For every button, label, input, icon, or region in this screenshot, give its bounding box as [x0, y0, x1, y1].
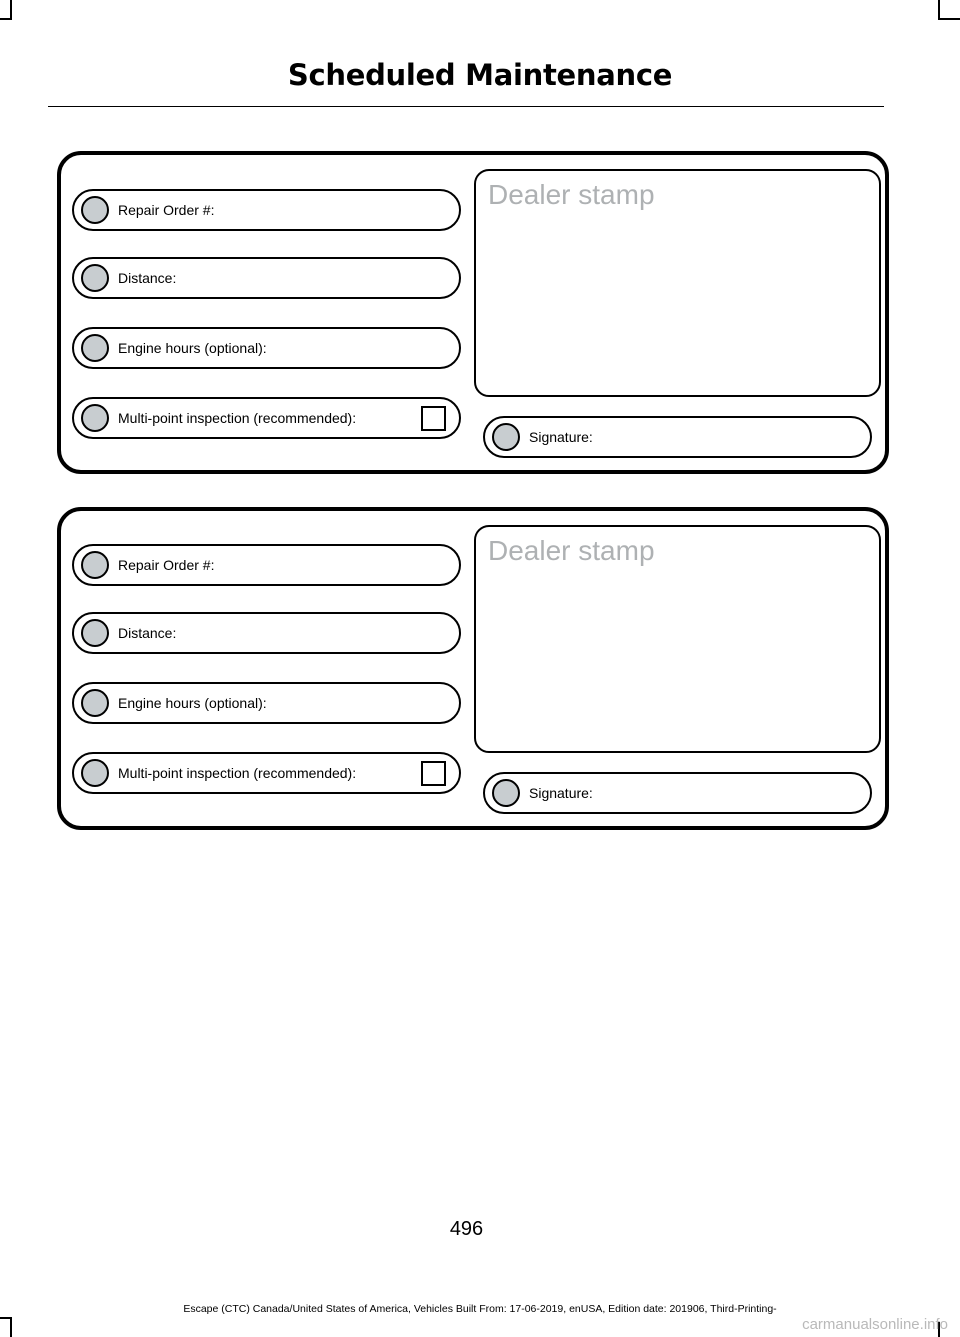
distance-field[interactable] — [72, 612, 461, 654]
repair-order-field[interactable] — [72, 544, 461, 586]
dealer-stamp-label: Dealer stamp — [488, 535, 655, 566]
signature-label: Signature: — [529, 785, 593, 801]
engine-hours-field[interactable] — [72, 327, 461, 369]
crop-mark — [938, 0, 940, 18]
engine-hours-label: Engine hours (optional): — [118, 340, 267, 356]
inspection-checkbox[interactable] — [421, 406, 446, 431]
field-bullet-icon — [81, 689, 109, 717]
field-bullet-icon — [81, 619, 109, 647]
field-bullet-icon — [81, 334, 109, 362]
page-title: Scheduled Maintenance — [287, 58, 673, 92]
distance-field[interactable] — [72, 257, 461, 299]
repair-order-label: Repair Order #: — [118, 557, 215, 573]
crop-mark — [938, 18, 960, 20]
inspection-field — [72, 397, 461, 439]
repair-order-field[interactable] — [72, 189, 461, 231]
watermark-text: carmanualsonline.info — [802, 1316, 948, 1333]
field-bullet-icon — [492, 423, 520, 451]
inspection-label: Multi-point inspection (recommended): — [118, 410, 357, 426]
maintenance-record-card — [57, 507, 889, 830]
inspection-label: Multi-point inspection (recommended): — [118, 765, 357, 781]
field-bullet-icon — [81, 264, 109, 292]
crop-mark — [10, 0, 12, 18]
engine-hours-field[interactable] — [72, 682, 461, 724]
engine-hours-label: Engine hours (optional): — [118, 695, 267, 711]
maintenance-record-card — [57, 151, 889, 474]
crop-mark — [0, 18, 12, 20]
signature-field[interactable] — [483, 772, 872, 814]
field-bullet-icon — [81, 551, 109, 579]
distance-label: Distance: — [118, 270, 177, 286]
dealer-stamp-label: Dealer stamp — [488, 179, 655, 210]
dealer-stamp-box — [474, 169, 881, 397]
signature-label: Signature: — [529, 429, 593, 445]
edition-footer: Escape (CTC) Canada/United States of America, Vehicles Built From: 17-06-2019, enUSA, Edition date: 201906, Third-Printing- — [183, 1303, 777, 1315]
inspection-field — [72, 752, 461, 794]
field-bullet-icon — [81, 196, 109, 224]
field-bullet-icon — [492, 779, 520, 807]
dealer-stamp-box — [474, 525, 881, 753]
crop-mark — [10, 1318, 12, 1337]
title-divider — [48, 106, 884, 107]
repair-order-label: Repair Order #: — [118, 202, 215, 218]
field-bullet-icon — [81, 404, 109, 432]
field-bullet-icon — [81, 759, 109, 787]
inspection-checkbox[interactable] — [421, 761, 446, 786]
signature-field[interactable] — [483, 416, 872, 458]
page-number: 496 — [449, 1218, 484, 1240]
crop-mark — [0, 1317, 12, 1319]
distance-label: Distance: — [118, 625, 177, 641]
